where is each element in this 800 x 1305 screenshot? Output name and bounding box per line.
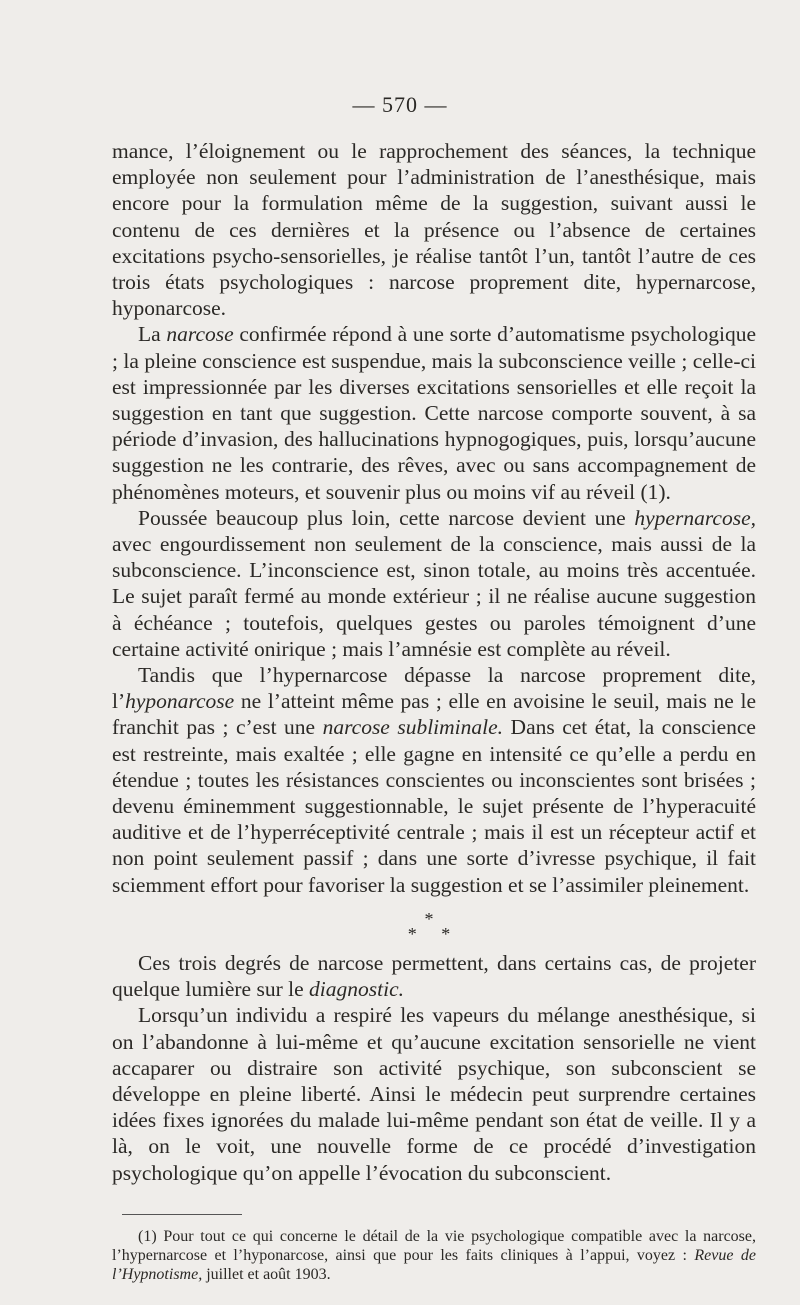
text-run: avec engourdissement non seulement de la conscience, mais aussi de la subconscience. L’inconscience est, sinon totale, au moins très accentuée. Le sujet paraît fermé au monde extérieur ; il ne réalise aucune suggestion à échéance ; toutefois, quelques gestes ou paroles témoignent d’une certaine activité onirique ; mais l’amnésie est complète au réveil. (112, 532, 756, 661)
asterism-separator (112, 908, 756, 944)
paragraph (112, 321, 756, 504)
footnote-rule (122, 1214, 242, 1215)
italic-term: hypernarcose, (634, 505, 756, 530)
text-run: juillet et août 1903. (202, 1265, 331, 1283)
text-run: Lorsqu’un individu a respiré les vapeurs du mélange anesthésique, si on l’abandonne à lui-même et qu’aucune excitation sensorielle ne vient accaparer ou distraire son activité psychique, son subconscient se développe en pleine liberté. Ainsi le médecin peut surprendre certaines idées fixes ignorées du malade lui-même pendant son état de veille. Il y a là, on le voit, une nouvelle forme de ce procédé d’investigation psychologique qu’on appelle l’évocation du subconscient. (112, 1003, 756, 1185)
footnote (112, 1227, 756, 1284)
text-run: (1) Pour tout ce qui concerne le détail de la vie psychologique compatible avec la narcose, l’hypernarcose et l’hyponarcose, ainsi que pour les faits cliniques à l’appui, voyez : (112, 1227, 756, 1264)
italic-term: narcose subliminale. (322, 715, 504, 740)
paragraph (112, 662, 756, 898)
asterism-bottom: * * (407, 923, 461, 944)
text-run: Ces trois degrés de narcose permettent, dans certains cas, de projeter quelque lumière sur le (112, 950, 756, 1002)
paragraph (112, 950, 756, 1002)
paragraph-group-1 (112, 138, 756, 898)
page-number: — 570 — (352, 92, 448, 117)
paragraph-group-2 (112, 950, 756, 1186)
italic-term: diagnostic. (309, 977, 404, 1002)
italic-term: hyponarcose (125, 689, 235, 714)
italic-term: Revue de l’Hypnotisme, (112, 1246, 756, 1283)
text-run: Poussée beaucoup plus loin, cette narcose devient une (138, 505, 635, 530)
paragraph (112, 505, 756, 662)
paragraph (112, 1002, 756, 1185)
italic-term: narcose (166, 322, 234, 347)
text-run: confirmée répond à une sorte d’automatisme psychologique ; la pleine conscience est suspendue, mais la subconscience veille ; celle-ci est impressionnée par les diverses excitations sensorielles et elle reçoit la suggestion en tant que suggestion. Cette narcose comporte souvent, à sa période d’invasion, des hallucinations hypnogogiques, puis, lorsqu’aucune suggestion ne les contrarie, des rêves, avec ou sans accompagnement de phénomènes moteurs, et souvenir plus ou moins vif au réveil (1). (112, 322, 756, 504)
paragraph (112, 138, 756, 321)
text-run: ne l’atteint même pas ; elle en avoisine le seuil, mais ne le franchit pas ; c’est une (112, 689, 756, 740)
text-run: La (138, 322, 167, 347)
text-run: mance, l’éloignement ou le rapprochement des séances, la technique employée non seulement pour l’administration de l’anesthésique, mais encore pour la formulation même de la suggestion, suivant aussi le contenu de ces dernières et la présence ou l’absence de certaines excitations psycho-sensorielles, je réalise tantôt l’un, tantôt l’autre de ces trois états psychologiques : narcose proprement dite, hypernarcose, hyponarcose. (112, 139, 756, 321)
text-run: Tandis que l’hypernarcose dépasse la narcose proprement dite, l’ (112, 663, 756, 714)
body-text (112, 138, 756, 1284)
asterism-top: * (424, 908, 444, 929)
text-run: Dans cet état, la conscience est restreinte, mais exaltée ; elle gagne en intensité ce qu’elle a perdu en étendue ; toutes les résistances conscientes ou inconscientes sont brisées ; devenu éminemment suggestionnable, le sujet présente de l’hyperacuité auditive et de l’hyperréceptivité centrale ; mais il est un récepteur actif et non point seulement passif ; dans une sorte d’ivresse psychique, il fait sciemment effort pour favoriser la suggestion et se l’assimiler pleinement. (112, 715, 756, 897)
